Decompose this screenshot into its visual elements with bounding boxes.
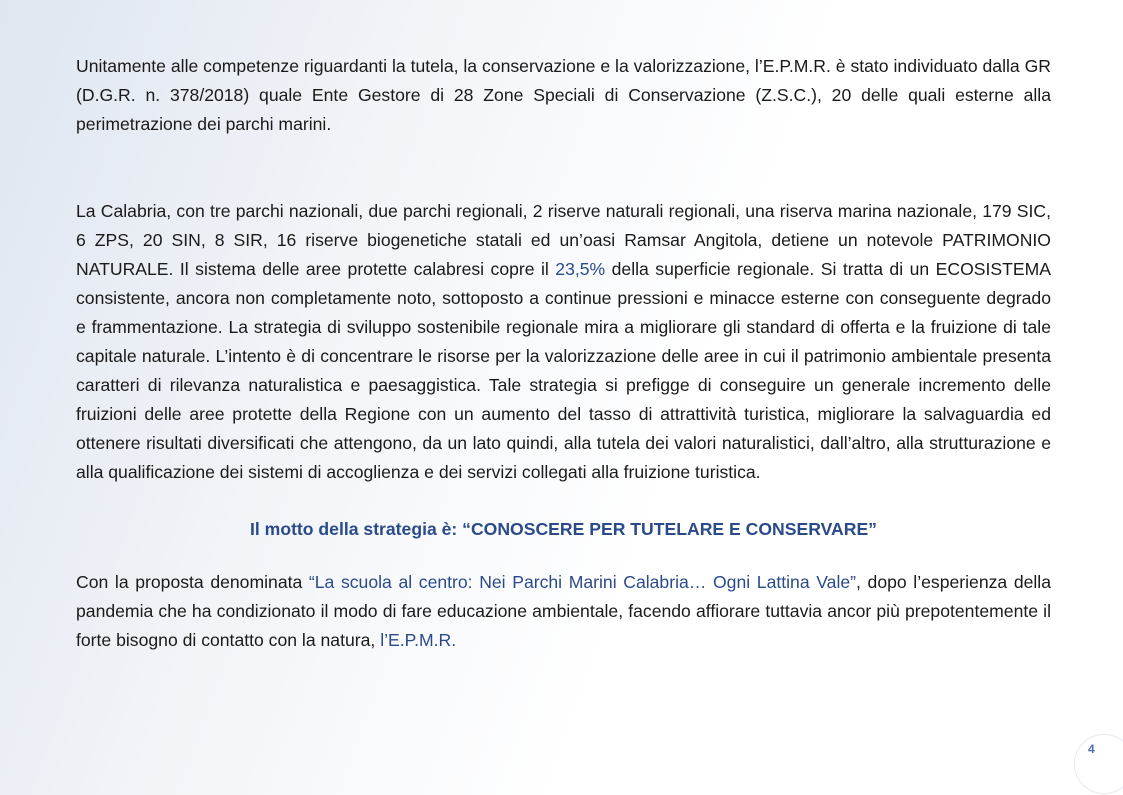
paragraph-calabria-natural-heritage (76, 197, 1051, 487)
percentage-highlight: 23,5% (555, 259, 606, 279)
paragraph-school-proposal (76, 568, 1051, 655)
organization-highlight: l’E.P.M.R. (380, 630, 457, 650)
paragraph-zsc-management: Unitamente alle competenze riguardanti la tutela, la conservazione e la valorizzazione, l’E.P.M.R. è stato individuato dalla GR (D.G.R. n. 378/2018) quale Ente Gestore di 28 Zone Speciali di Conservazione (Z.S.C.), 20 delle quali esterne alla perimetrazione dei parchi marini. (76, 56, 1051, 134)
paragraph-text: della superficie regionale. Si tratta di un ECOSISTEMA consistente, ancora non completamente noto, sottoposto a continue pressioni e minacce esterne con conseguente degrado e frammentazione. La strategia di sviluppo sostenibile regionale mira a migliorare gli standard di offerta e la fruizione di tale capitale naturale. L’intento è di concentrare le risorse per la valorizzazione delle aree in cui il patrimonio ambientale presenta caratteri di rilevanza naturalistica e paesaggistica. Tale strategia si prefigge di conseguire un generale incremento delle fruizioni delle aree protette della Regione con un aumento del tasso di attrattività turistica, migliorare la salvaguardia ed ottenere risultati diversificati che attengono, da un lato quindi, alla tutela dei valori naturalistici, dall’altro, alla strutturazione e alla qualificazione dei sistemi di accoglienza e dei servizi collegati alla fruizione turistica. (76, 259, 1051, 482)
paragraph-text: Con la proposta denominata (76, 572, 309, 592)
paragraph-text: La Calabria, con tre parchi nazionali, due parchi regionali, 2 riserve naturali regionali, una riserva marina nazionale, 179 SIC, 6 ZPS, 20 SIN, 8 SIR, 16 riserve biogenetiche statali ed un’oasi Ramsar Angitola, detiene un notevole PATRIMONIO NATURALE. Il sistema delle aree protette calabresi copre il (76, 201, 1051, 279)
strategy-motto: Il motto della strategia è: “CONOSCERE PER TUTELARE E CONSERVARE” (250, 519, 877, 539)
paragraph-text: , dopo l’esperienza della pandemia che ha condizionato il modo di fare educazione ambientale, facendo affiorare tuttavia ancor più prepotentemente il forte bisogno di contatto con la natura, (76, 572, 1051, 650)
project-title-highlight: “La scuola al centro: Nei Parchi Marini Calabria… Ogni Lattina Vale” (308, 572, 857, 592)
page-number: 4 (1088, 742, 1095, 756)
document-body (76, 52, 1051, 655)
corner-decoration (1074, 734, 1123, 794)
